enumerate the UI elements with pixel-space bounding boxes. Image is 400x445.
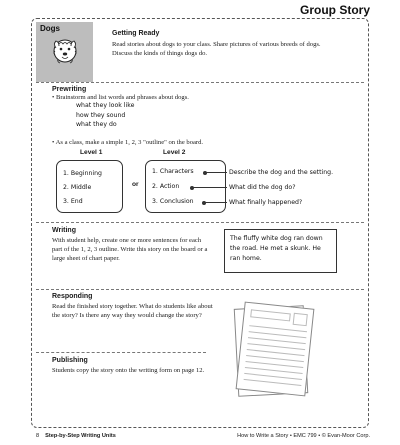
ruled-line xyxy=(246,361,304,368)
getting-ready-text: Read stories about dogs to your class. Share pictures of various breeds of dogs. Discuss the kinds of things dogs do. xyxy=(112,41,321,57)
section-divider xyxy=(36,222,364,223)
level-2-label: Level 2 xyxy=(163,149,186,156)
ruled-line xyxy=(249,331,307,338)
section-divider xyxy=(36,289,364,290)
prewriting-heading: Prewriting xyxy=(52,86,87,93)
ruled-line xyxy=(247,349,305,356)
list-item: what they look like xyxy=(76,102,135,109)
getting-ready-heading: Getting Ready xyxy=(112,30,160,37)
topic-tab-label: Dogs xyxy=(40,24,60,33)
outline-item: 1. Beginning xyxy=(63,170,102,177)
example-story-box: The fluffy white dog ran down the road. He met a skunk. He ran home. xyxy=(224,229,337,273)
section-divider xyxy=(36,352,206,353)
form-header-box xyxy=(250,309,291,321)
dog-icon xyxy=(50,36,80,68)
brainstorm-list xyxy=(76,101,134,130)
outline-item: 2. Action xyxy=(152,183,180,190)
prewriting-bullet-outline: • As a class, make a simple 1, 2, 3 "outline" on the board. xyxy=(52,139,204,146)
footer-credit: How to Write a Story • EMC 799 • © Evan-Moor Corp. xyxy=(237,433,370,439)
series-title: Step-by-Step Writing Units xyxy=(45,433,116,439)
outline-item: 2. Middle xyxy=(63,184,92,191)
ruled-line xyxy=(247,343,305,350)
page-number: 8 xyxy=(36,433,40,439)
writing-text: With student help, create one or more sentences for each part of the 1, 2, 3 outline. Write this story on the board or a large sheet of chart paper. xyxy=(52,237,208,262)
section-divider xyxy=(36,82,364,83)
footer-left xyxy=(36,433,116,439)
ruled-line xyxy=(248,337,306,344)
responding-heading: Responding xyxy=(52,293,93,300)
outline-item: 1. Characters xyxy=(152,168,194,175)
publishing-heading: Publishing xyxy=(52,357,88,364)
outline-item: 3. End xyxy=(63,198,83,205)
ruled-line xyxy=(244,373,302,380)
ruled-line xyxy=(244,379,302,386)
ruled-line xyxy=(246,355,304,362)
form-picture-box xyxy=(293,313,308,326)
or-label: or xyxy=(132,181,139,188)
connector-line xyxy=(204,202,227,203)
topic-tab xyxy=(36,22,93,82)
writing-form-illustration xyxy=(236,302,315,397)
ruled-line xyxy=(245,367,303,374)
outline-item: 3. Conclusion xyxy=(152,198,194,205)
prewriting-bullet-brainstorm: • Brainstorm and list words and phrases about dogs. xyxy=(52,94,189,101)
list-item: what they do xyxy=(76,121,117,128)
connector-line xyxy=(205,172,227,173)
connector-line xyxy=(192,187,227,188)
page-title: Group Story xyxy=(299,3,370,17)
level-1-outline-box xyxy=(56,160,123,213)
outline-description: Describe the dog and the setting. xyxy=(229,169,334,176)
responding-text: Read the finished story together. What do students like about the story? Is there any way they would change the story? xyxy=(52,303,213,319)
writing-heading: Writing xyxy=(52,227,76,234)
level-1-label: Level 1 xyxy=(80,149,103,156)
outline-description: What did the dog do? xyxy=(229,184,296,191)
ruled-line xyxy=(249,325,307,332)
list-item: how they sound xyxy=(76,111,126,119)
publishing-text: Students copy the story onto the writing form on page 12. xyxy=(52,367,205,374)
outline-description: What finally happened? xyxy=(229,199,303,206)
